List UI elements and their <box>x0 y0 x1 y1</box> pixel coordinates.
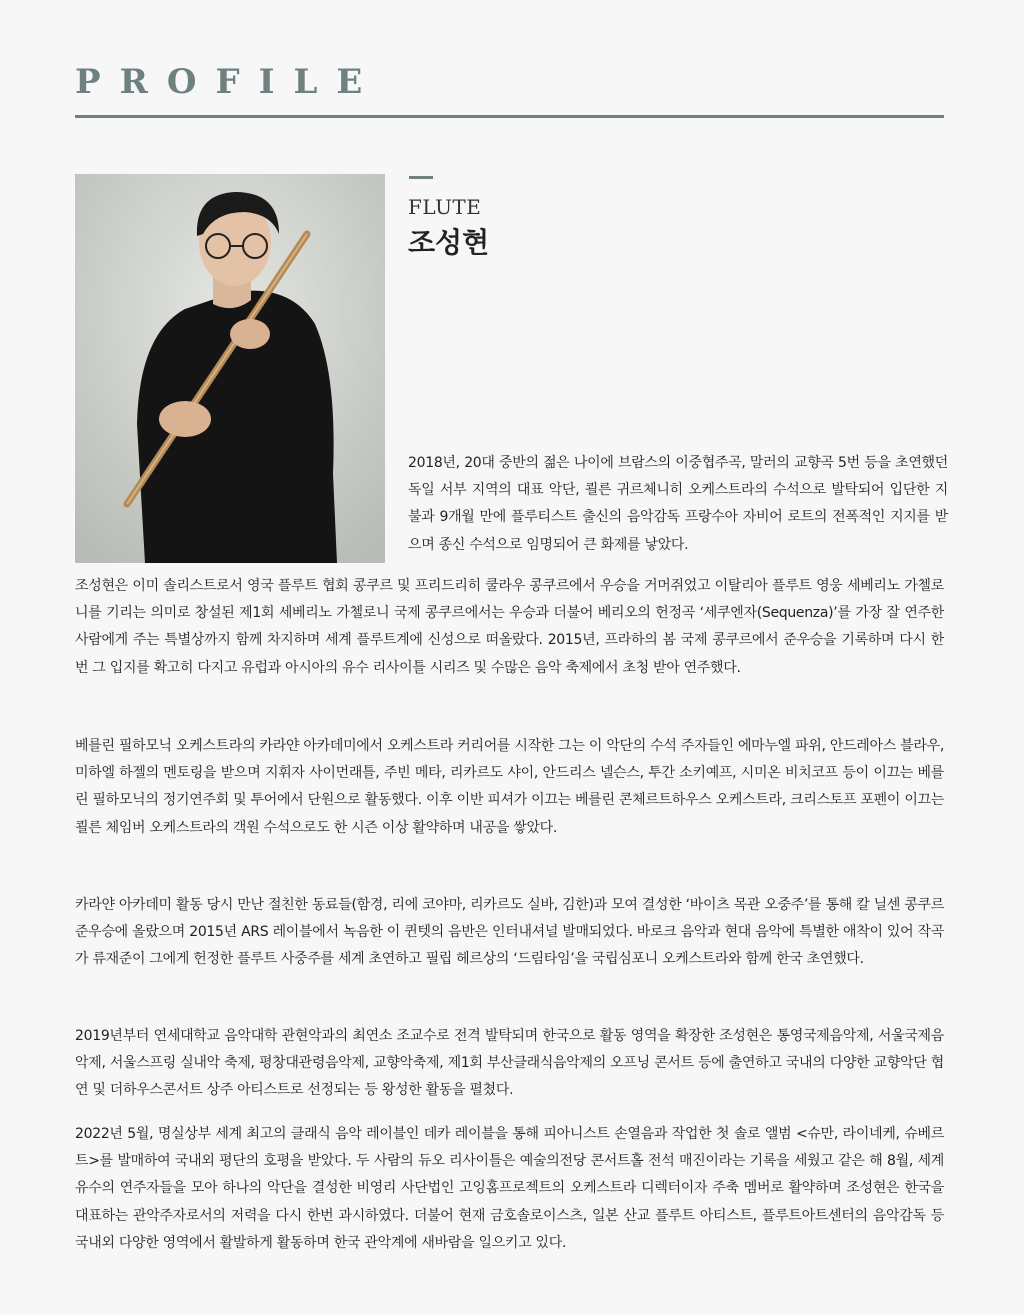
bio-paragraph: 2019년부터 연세대학교 음악대학 관현악과의 최연소 조교수로 전격 발탁되며 한국으로 활동 영역을 확장한 조성현은 통영국제음악제, 서울국제음악제, 서울스프링 실내악 축제, 평창대관령음악제, 교향악축제, 제1회 부산클래식음악제의 오프닝 콘서트 등에 출연하고 국내의 다양한 교향악단 협연 및 더하우스콘서트 상주 아티스트로 선정되는 등 왕성한 활동을 펼쳤다. <box>75 1028 944 1099</box>
artist-name: 조성현 <box>408 226 490 259</box>
bio-paragraph: 베를린 필하모닉 오케스트라의 카라얀 아카데미에서 오케스트라 커리어를 시작한 그는 이 악단의 수석 주자들인 에마누엘 파위, 안드레아스 블라우, 미하엘 하젤의 멘토링을 받으며 지휘자 사이먼래틀, 주빈 메타, 리카르도 샤이, 안드리스 넬슨스, 투간 소키예프, 시미온 비치코프 등이 이끄는 베를린 필하모닉의 정기연주회 및 투어에서 단원으로 활동했다. 이후 이반 피셔가 이끄는 베를린 콘체르트하우스 오케스트라, 크리스토프 포펜이 이끄는 쾰른 체임버 오케스트라의 객원 수석으로도 한 시즌 이상 활약하며 내공을 쌓았다. <box>75 738 944 836</box>
title-divider <box>75 115 944 118</box>
portrait-photo <box>75 174 385 563</box>
page-title: PROFILE <box>75 62 382 102</box>
intro-paragraph: 2018년, 20대 중반의 젊은 나이에 브람스의 이중협주곡, 말러의 교향곡 5번 등을 초연했던 독일 서부 지역의 대표 악단, 쾰른 귀르체니히 오케스트라의 수석으로 발탁되어 입단한 지 불과 9개월 만에 플루티스트 출신의 음악감독 프랑수아 자비어 로트의 전폭적인 지지를 받으며 종신 수석으로 임명되어 큰 화제를 낳았다. <box>408 455 948 553</box>
bio-paragraph: 2022년 5월, 명실상부 세계 최고의 클래식 음악 레이블인 데카 레이블을 통해 피아니스트 손열음과 작업한 첫 솔로 앨범 <슈만, 라이네케, 슈베르트>를 발매하여 국내외 평단의 호평을 받았다. 두 사람의 듀오 리사이틀은 예술의전당 콘서트홀 전석 매진이라는 기록을 세웠고 같은 해 8월, 세계 유수의 연주자들을 모아 하나의 악단을 결성한 비영리 사단법인 고잉홈프로젝트의 오케스트라 디렉터이자 주축 멤버로 활약하며 조성현은 한국을 대표하는 관악주자로서의 저력을 다시 한번 과시하였다. 더불어 현재 금호솔로이스츠, 일본 산교 플루트 아티스트, 플루트아트센터의 음악감독 등 국내외 다양한 영역에서 활발하게 활동하며 한국 관악계에 새바람을 일으키고 있다. <box>75 1126 944 1251</box>
accent-bar <box>409 176 433 179</box>
bio-paragraph: 카라얀 아카데미 활동 당시 만난 절친한 동료들(함경, 리에 코야마, 리카르도 실바, 김한)과 모여 결성한 ‘바이츠 목관 오중주’를 통해 칼 닐센 콩쿠르 준우승에 올랐으며 2015년 ARS 레이블에서 녹음한 이 퀸텟의 음반은 인터내셔널 발매되었다. 바로크 음악과 현대 음악에 특별한 애착이 있어 작곡가 류재준이 그에게 헌정한 플루트 사중주를 세계 초연하고 필립 헤르상의 ‘드림타임’을 국립심포니 오케스트라와 함께 한국 초연했다. <box>75 897 944 968</box>
bio-paragraph: 조성현은 이미 솔리스트로서 영국 플루트 협회 콩쿠르 및 프리드리히 쿨라우 콩쿠르에서 우승을 거머쥐었고 이탈리아 플루트 영웅 세베리노 가첼로니를 기리는 의미로 창설된 제1회 세베리노 가첼로니 국제 콩쿠르에서는 우승과 더불어 베리오의 헌정곡 ‘세쿠엔자(Sequenza)’를 가장 잘 연주한 사람에게 주는 특별상까지 함께 차지하며 세계 플루트계에 신성으로 떠올랐다. 2015년, 프라하의 봄 국제 콩쿠르에서 준우승을 기록하며 다시 한 번 그 입지를 확고히 다지고 유럽과 아시아의 유수 리사이틀 시리즈 및 수많은 음악 축제에서 초청 받아 연주했다. <box>75 578 944 676</box>
instrument-label: FLUTE <box>408 195 482 219</box>
